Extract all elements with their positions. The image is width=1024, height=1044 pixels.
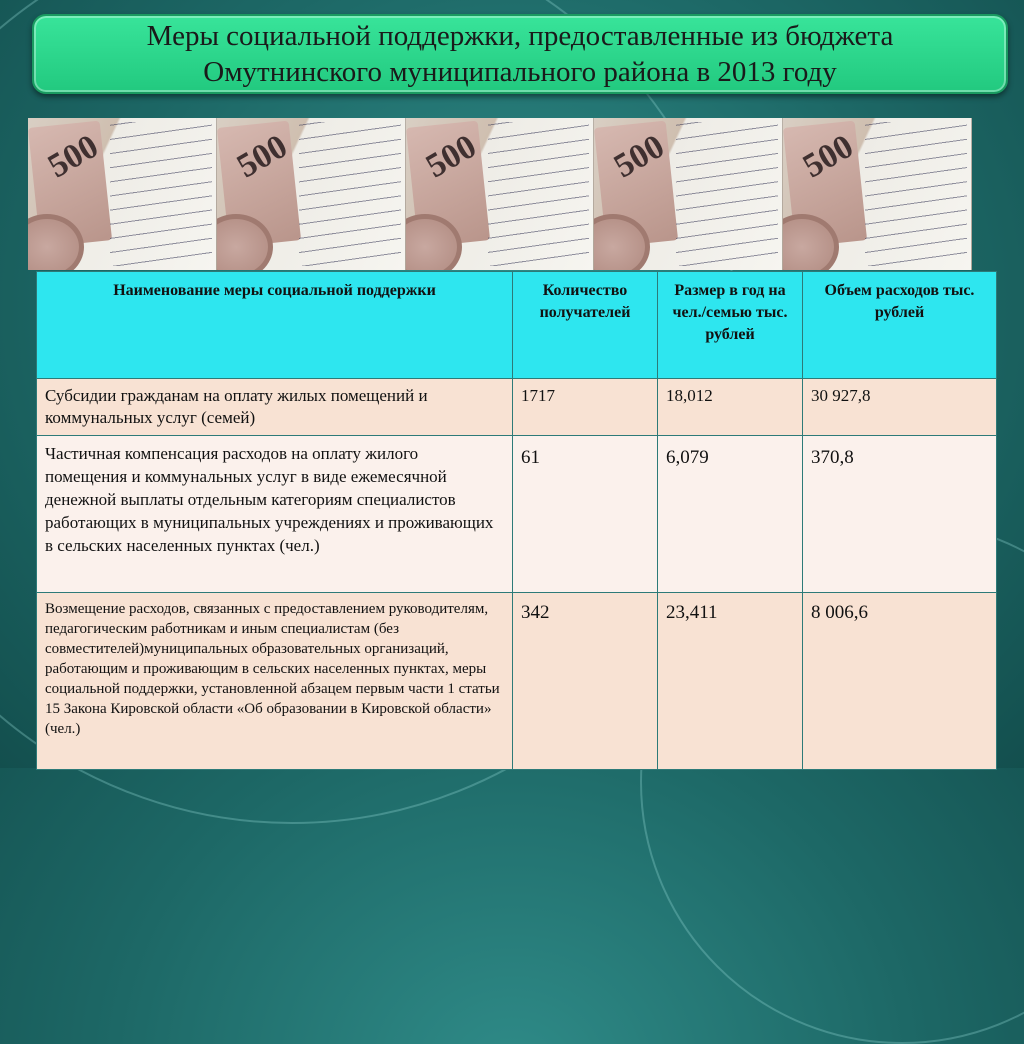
recipients-count-cell: 342	[513, 593, 658, 770]
utility-bill-icon	[488, 122, 590, 266]
measure-name-cell: Субсидии гражданам на оплату жилых помещений и коммунальных услуг (семей)	[37, 379, 513, 436]
annual-size-cell: 23,411	[658, 593, 803, 770]
utility-bill-icon	[865, 122, 967, 266]
header-recipients-count: Количество получателей	[513, 272, 658, 379]
table-header-row	[37, 272, 997, 379]
measure-name-cell: Частичная компенсация расходов на оплату жилого помещения и коммунальных услуг в виде ежемесячной денежной выплаты отдельным категориям специалистов работающих в муниципальных учреждениях и проживающих в сельских населенных пунктах (чел.)	[37, 436, 513, 593]
table-row	[37, 436, 997, 593]
expense-volume-cell: 8 006,6	[803, 593, 997, 770]
banknote-photo	[217, 118, 406, 270]
banknote-photo	[28, 118, 217, 270]
header-measure-name: Наименование меры социальной поддержки	[37, 272, 513, 379]
banknote-photo-strip	[28, 118, 972, 270]
measure-name-cell: Возмещение расходов, связанных с предоставлением руководителям, педагогическим работникам и иным специалистам (без совместителей)муниципальных образовательных организаций, работающим и проживающим в сельских населенных пунктах, меры социальной поддержки, установленной абзацем первым части 1 статьи 15 Закона Кировской области «Об образовании в Кировской области» (чел.)	[37, 593, 513, 770]
banknote-denomination: 500	[230, 127, 294, 186]
header-annual-size: Размер в год на чел./семью тыс. рублей	[658, 272, 803, 379]
table-row	[37, 593, 997, 770]
social-support-table	[36, 271, 997, 770]
recipients-count-cell: 61	[513, 436, 658, 593]
utility-bill-icon	[299, 122, 401, 266]
banknote-denomination: 500	[608, 127, 671, 186]
title-banner	[32, 14, 1008, 94]
banknote-denomination: 500	[797, 127, 860, 186]
recipients-count-cell: 1717	[513, 379, 658, 436]
banknote-photo	[594, 118, 783, 270]
utility-bill-icon	[676, 122, 778, 266]
header-expense-volume: Объем расходов тыс. рублей	[803, 272, 997, 379]
banknote-denomination: 500	[419, 127, 483, 186]
table-row	[37, 379, 997, 436]
annual-size-cell: 18,012	[658, 379, 803, 436]
title-line-2: Омутнинского муниципального района в 2013 году	[203, 56, 837, 88]
banknote-photo	[406, 118, 595, 270]
annual-size-cell: 6,079	[658, 436, 803, 593]
expense-volume-cell: 370,8	[803, 436, 997, 593]
banknote-denomination: 500	[41, 127, 105, 186]
utility-bill-icon	[110, 122, 212, 266]
expense-volume-cell: 30 927,8	[803, 379, 997, 436]
title-line-1: Меры социальной поддержки, предоставленные из бюджета	[146, 20, 894, 52]
banknote-photo	[783, 118, 972, 270]
